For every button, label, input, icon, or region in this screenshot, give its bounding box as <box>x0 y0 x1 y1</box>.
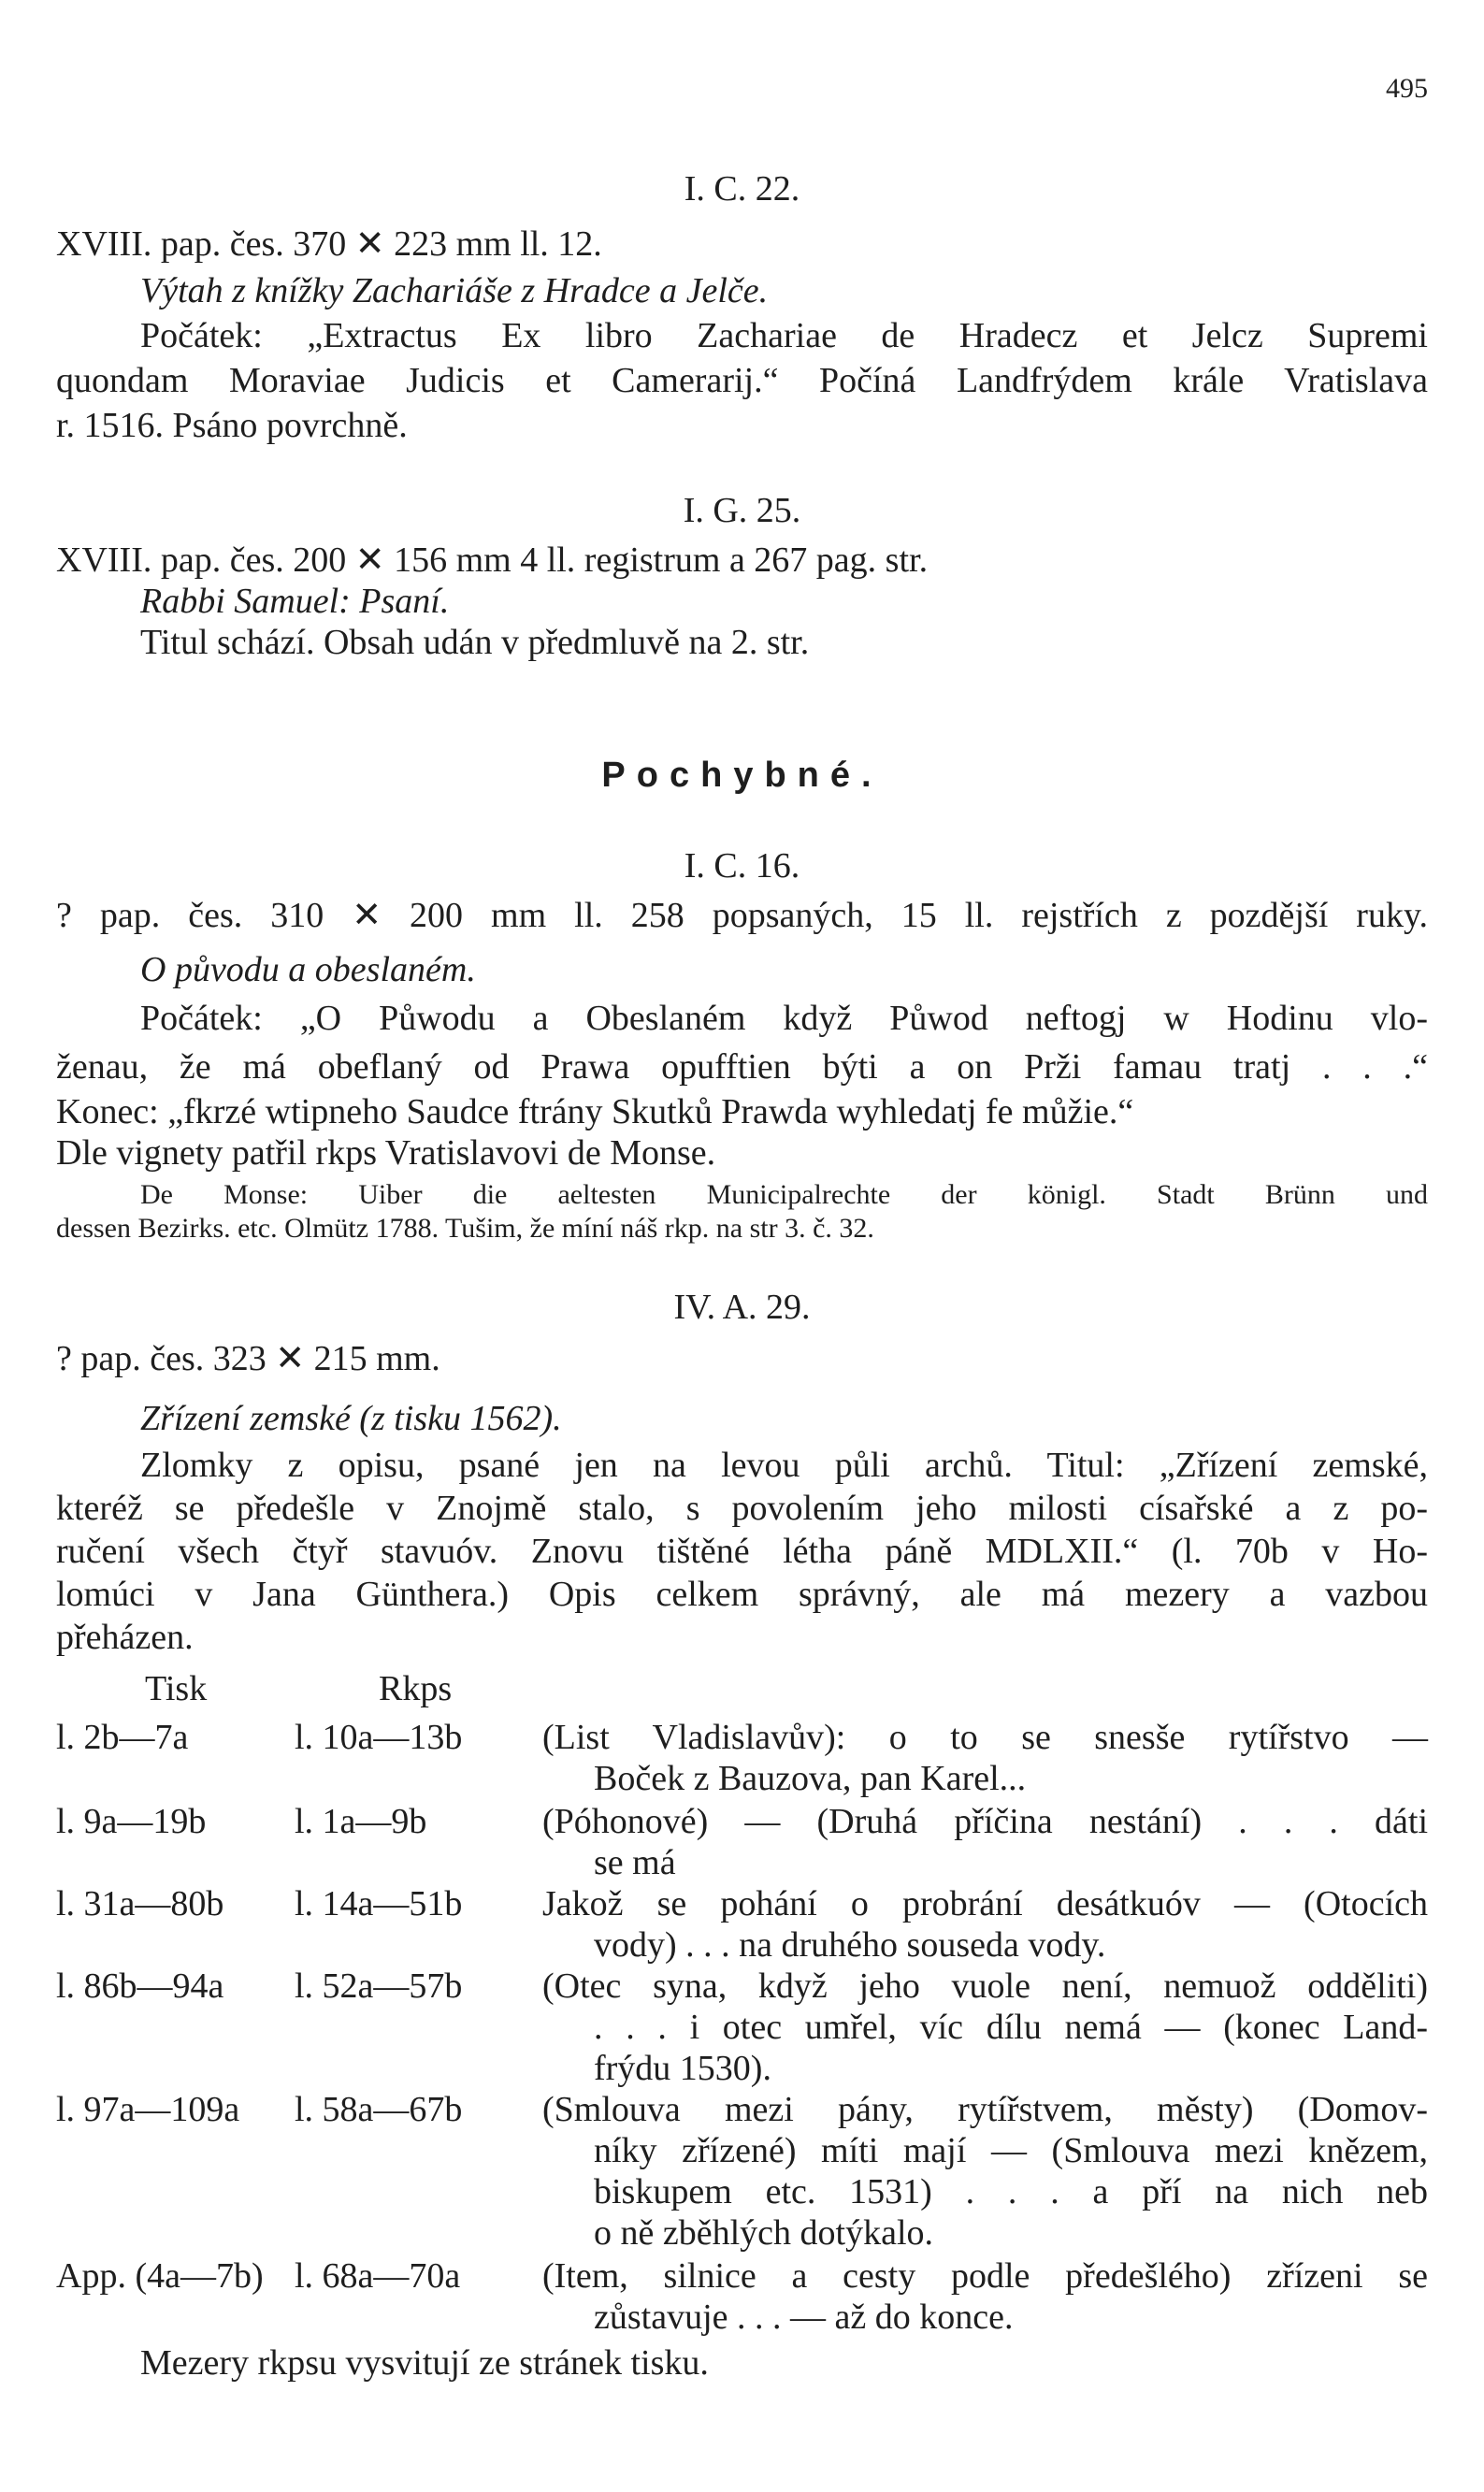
footnote-line: De Monse: Uiber die aeltesten Municipalrechte der königl. Stadt Brünn und <box>140 1179 1428 1210</box>
entry-line: ? pap. čes. 323 ✕ 215 mm. <box>56 1339 440 1378</box>
cell-text-line: . . . i otec umřel, víc dílu nemá — (konec Land- <box>594 2008 1428 2047</box>
entry-line: Zlomky z opisu, psané jen na levou půli archů. Titul: „Zřízení zemské, <box>140 1446 1428 1485</box>
entry-title: Výtah z knížky Zachariáše z Hradce a Jelče. <box>140 271 769 310</box>
cell-rkps: l. 1a—9b <box>295 1802 427 1841</box>
cell-text-line: (Póhonové) — (Druhá příčina nestání) . . . dáti <box>542 1802 1428 1841</box>
entry-signature: I. C. 22. <box>684 169 800 209</box>
entry-line: přeházen. <box>56 1618 194 1657</box>
footnote-line: dessen Bezirks. etc. Olmütz 1788. Tušim, že míní náš rkp. na str 3. č. 32. <box>56 1213 874 1244</box>
entry-line: Konec: „fkrzé wtipneho Saudce ftrány Skutků Prawda wyhledatj fe můžie.“ <box>56 1092 1134 1131</box>
cell-text-line: Jakož se pohání o probrání desátkuóv — (Otocích <box>542 1884 1428 1923</box>
section-heading: Pochybné. <box>601 756 883 795</box>
entry-line: r. 1516. Psáno povrchně. <box>56 406 408 445</box>
cell-text-line: se má <box>594 1843 676 1882</box>
cell-text-line: zůstavuje . . . — až do konce. <box>594 2298 1014 2337</box>
entry-line: Počátek: „Extractus Ex libro Zachariae de Hradecz et Jelcz Supremi <box>140 316 1428 355</box>
entry-line: ? pap. čes. 310 ✕ 200 mm ll. 258 popsaných, 15 ll. rejstřích z pozdější ruky. <box>56 896 1428 935</box>
entry-title: O původu a obeslaném. <box>140 950 476 989</box>
entry-line: XVIII. pap. čes. 370 ✕ 223 mm ll. 12. <box>56 224 602 264</box>
entry-title: Zřízení zemské (z tisku 1562). <box>140 1399 562 1438</box>
entry-line: ženau, že má obeflaný od Prawa opufftien býti a on Prži famau tratj . . .“ <box>56 1047 1428 1087</box>
entry-line: kteréž se předešle v Znojmě stalo, s povolením jeho milosti císařské a z po- <box>56 1489 1428 1528</box>
cell-text-line: biskupem etc. 1531) . . . a pří na nich neb <box>594 2172 1428 2211</box>
cell-rkps: l. 68a—70a <box>295 2256 461 2296</box>
cell-text-line: frýdu 1530). <box>594 2049 771 2088</box>
cell-tisk: l. 2b—7a <box>56 1718 189 1757</box>
page-number: 495 <box>1386 73 1428 104</box>
cell-rkps: l. 10a—13b <box>295 1718 463 1757</box>
cell-rkps: l. 14a—51b <box>295 1884 463 1923</box>
entry-line: Dle vignety patřil rkps Vratislavovi de Monse. <box>56 1133 716 1173</box>
entry-line: lomúci v Jana Günthera.) Opis celkem správný, ale má mezery a vazbou <box>56 1575 1428 1614</box>
cell-text <box>542 1717 1428 1799</box>
entry-signature: IV. A. 29. <box>673 1288 811 1327</box>
cell-text <box>542 1883 1428 1966</box>
closing-note: Mezery rkpsu vysvitují ze stránek tisku. <box>140 2343 709 2383</box>
cell-text-line: Boček z Bauzova, pan Karel... <box>594 1759 1027 1798</box>
cell-rkps: l. 52a—57b <box>295 1966 463 2006</box>
entry-signature: I. C. 16. <box>684 846 800 886</box>
entry-line: quondam Moraviae Judicis et Camerarij.“ Počíná Landfrýdem krále Vratislava <box>56 361 1428 400</box>
cell-text-line: (Otec syna, když jeho vuole není, nemuož odděliti) <box>542 1966 1428 2006</box>
cell-tisk: l. 31a—80b <box>56 1884 224 1923</box>
cell-text-line: (Item, silnice a cesty podle předešlého) zřízeni se <box>542 2256 1428 2296</box>
entry-line: ručení všech čtyř stavuóv. Znovu tištěné létha páně MDLXII.“ (l. 70b v Ho- <box>56 1532 1428 1571</box>
header-tisk: Tisk <box>145 1669 208 1708</box>
cell-text <box>542 1801 1428 1883</box>
cell-text <box>542 1966 1428 2089</box>
entry-title: Rabbi Samuel: Psaní. <box>140 582 450 621</box>
cell-text-line: o ně zběhlých dotýkalo. <box>594 2213 934 2253</box>
cell-text <box>542 2255 1428 2338</box>
cell-text-line: (List Vladislavův): o to se snesše rytířstvo — <box>542 1718 1428 1757</box>
cell-rkps: l. 58a—67b <box>295 2090 463 2129</box>
cell-tisk: l. 97a—109a <box>56 2090 240 2129</box>
cell-text-line: vody) . . . na druhého souseda vody. <box>594 1925 1106 1965</box>
cell-text-line: níky zřízené) míti mají — (Smlouva mezi knězem, <box>594 2131 1428 2170</box>
entry-line: XVIII. pap. čes. 200 ✕ 156 mm 4 ll. registrum a 267 pag. str. <box>56 540 929 580</box>
entry-line: Titul schází. Obsah udán v předmluvě na 2. str. <box>140 623 810 662</box>
cell-text <box>542 2089 1428 2254</box>
entry-line: Počátek: „O Půwodu a Obeslaném když Půwod neftogj w Hodinu vlo- <box>140 999 1428 1038</box>
header-rkps: Rkps <box>379 1669 453 1708</box>
cell-tisk: App. (4a—7b) <box>56 2256 264 2296</box>
entry-signature: I. G. 25. <box>683 491 801 530</box>
cell-tisk: l. 86b—94a <box>56 1966 224 2006</box>
cell-tisk: l. 9a—19b <box>56 1802 207 1841</box>
cell-text-line: (Smlouva mezi pány, rytířstvem, městy) (Domov- <box>542 2090 1428 2129</box>
